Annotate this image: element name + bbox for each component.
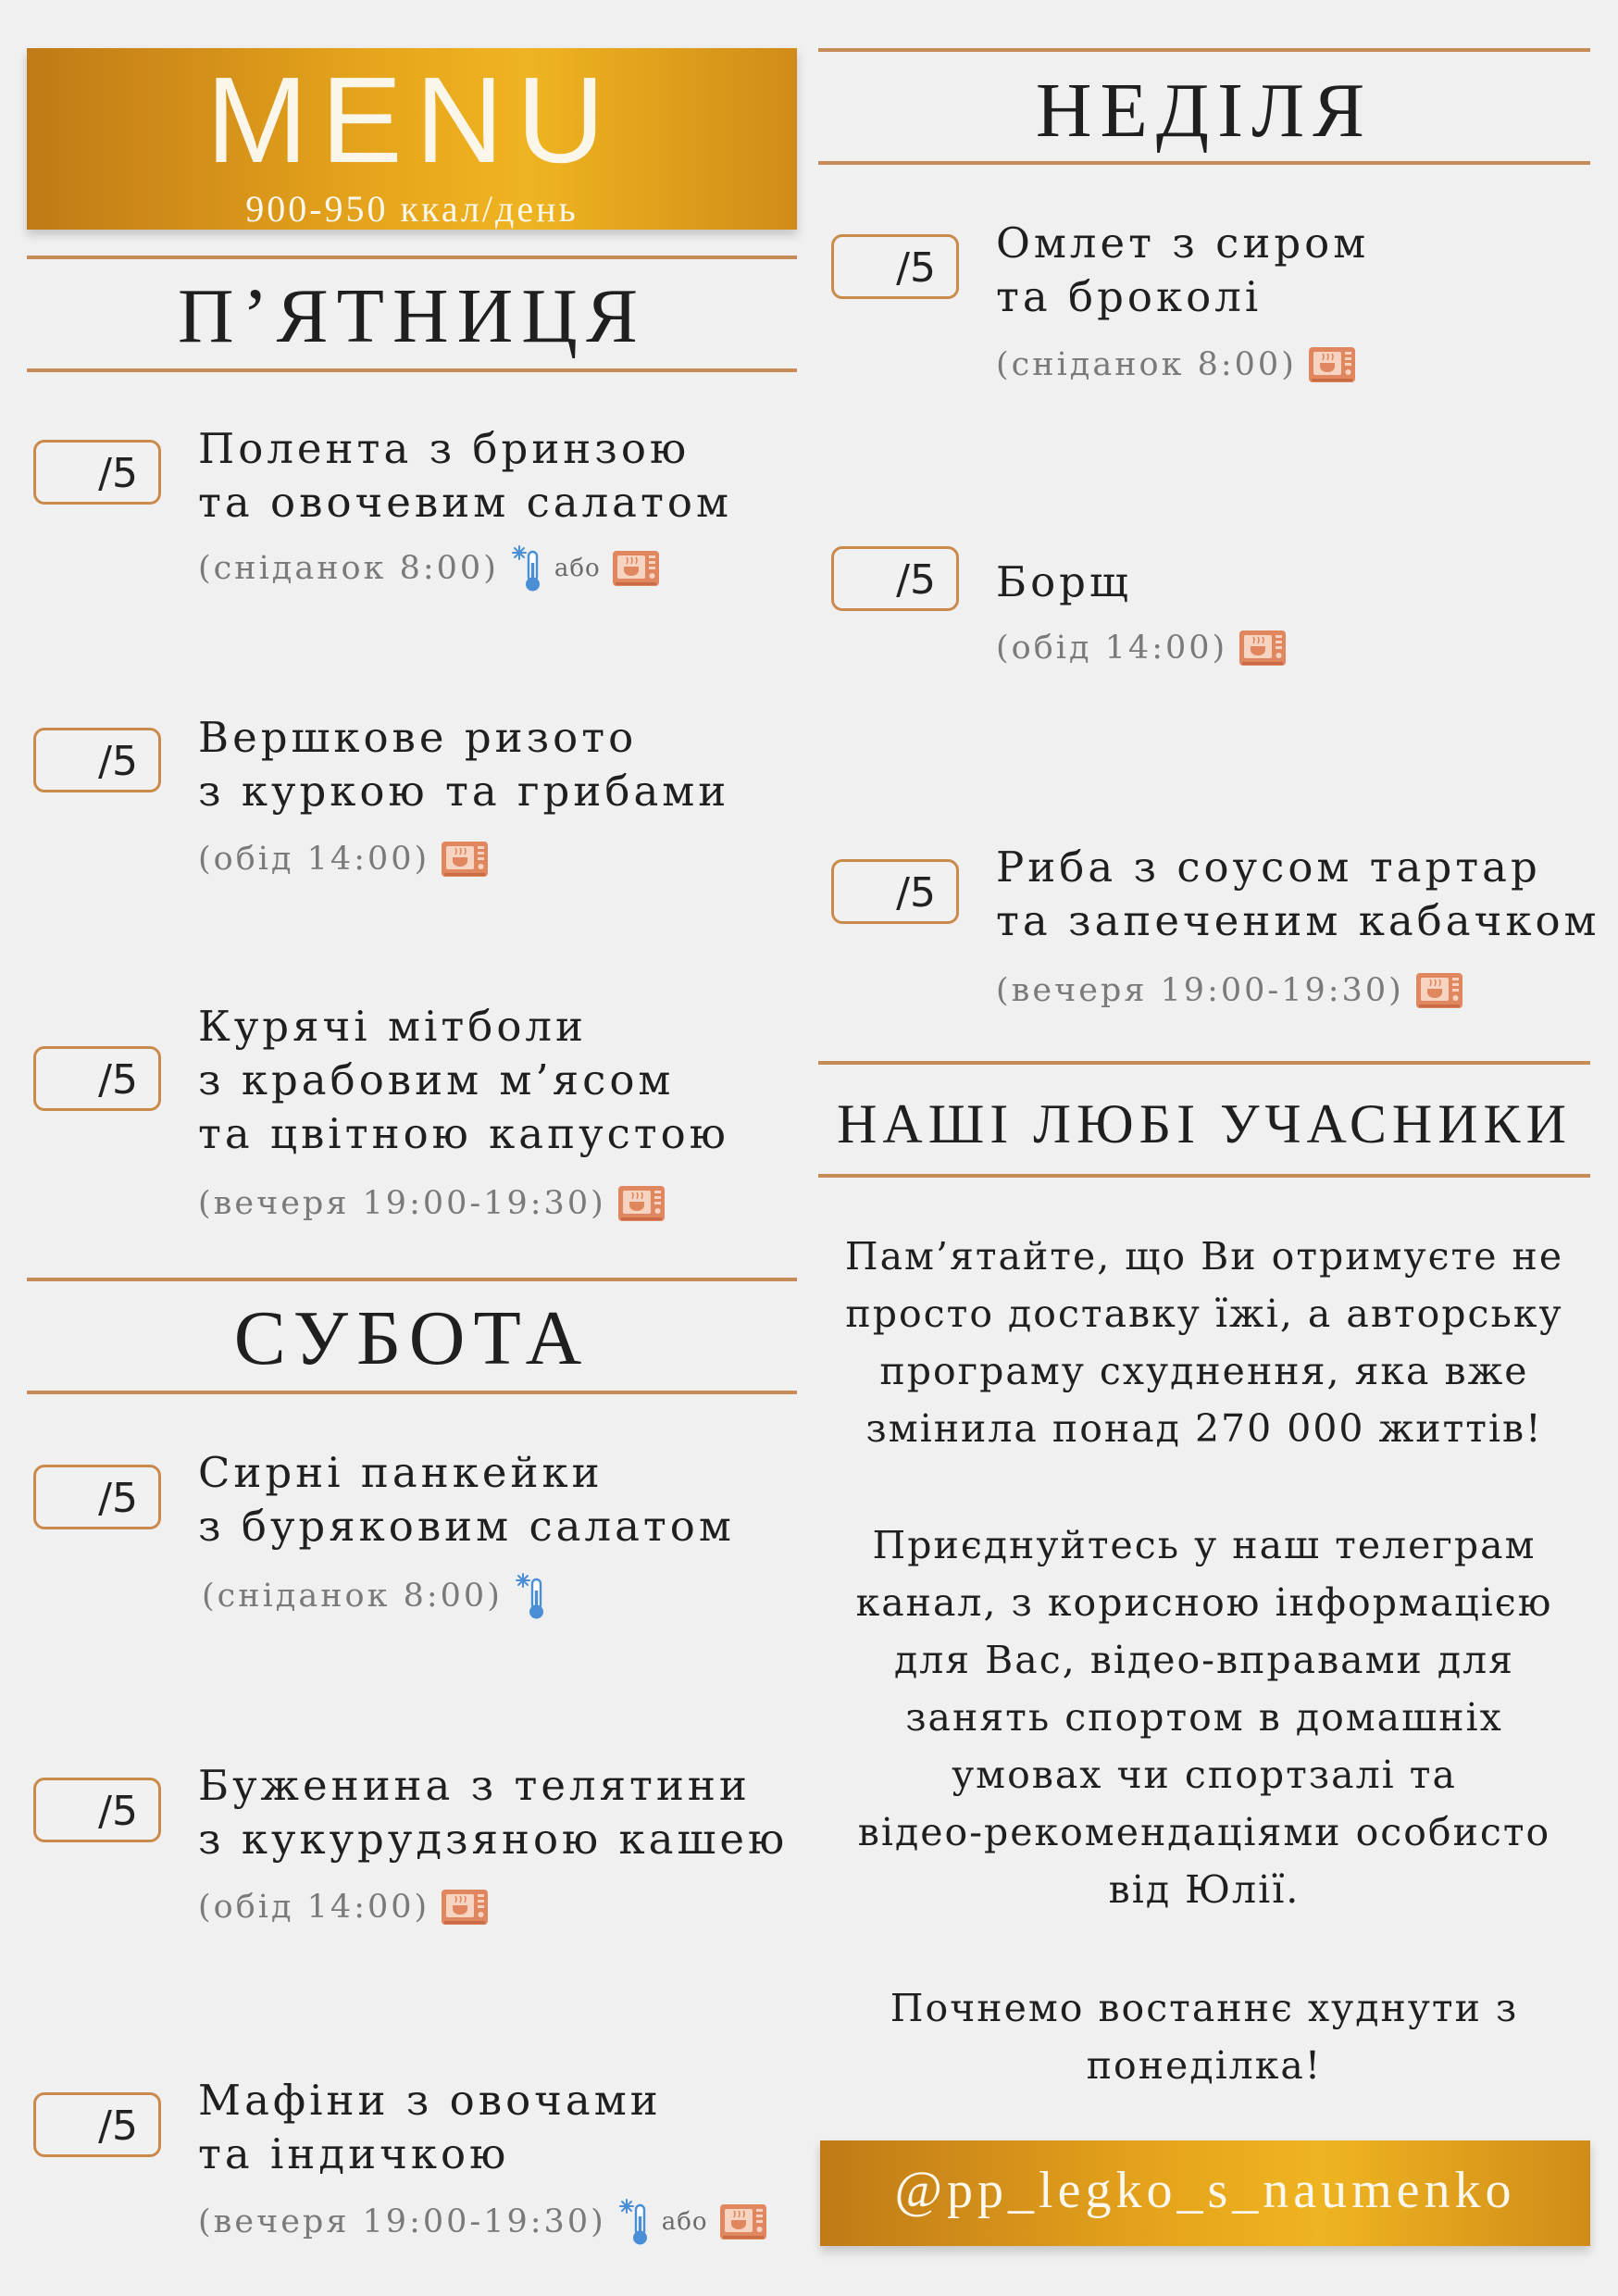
info-paragraph-1 — [818, 1228, 1590, 1457]
microwave-icon — [441, 841, 489, 878]
telegram-handle-banner[interactable] — [820, 2140, 1590, 2246]
dish-item — [198, 1759, 788, 1866]
dish-item — [996, 841, 1600, 948]
info-line: понеділка! — [1086, 2043, 1323, 2088]
rating-box[interactable] — [831, 859, 959, 924]
rating-label: /5 — [896, 869, 936, 917]
dish-name: Мафіни з овочами — [198, 2076, 662, 2125]
dish-item — [198, 2074, 662, 2181]
day-title-friday: П’ЯТНИЦЯ — [178, 273, 646, 359]
dish-name: та запеченим кабачком — [996, 896, 1600, 945]
dish-name: Омлет з сиром — [996, 218, 1370, 268]
divider — [818, 1174, 1590, 1178]
meal-time-label: (обід 14:00) — [198, 1889, 430, 1926]
info-line: Приєднуйтесь у наш телеграм — [872, 1523, 1537, 1567]
dish-name: та броколі — [996, 272, 1263, 321]
rating-label: /5 — [896, 244, 936, 292]
dish-name: з буряковим салатом — [198, 1502, 735, 1551]
telegram-handle[interactable]: @pp_legko_s_naumenko — [894, 2162, 1516, 2219]
microwave-icon — [1308, 346, 1356, 383]
microwave-icon — [617, 1185, 666, 1222]
dish-name: Борщ — [996, 557, 1132, 606]
rating-box[interactable] — [33, 728, 161, 792]
cold-icon — [510, 544, 543, 593]
dish-item — [996, 217, 1369, 324]
meal-time-label: (обід 14:00) — [996, 630, 1228, 667]
or-label: або — [661, 2208, 708, 2236]
info-line: канал, з корисною інформацією — [855, 1580, 1553, 1625]
dish-name: Сирні панкейки — [198, 1448, 604, 1497]
info-line: просто доставку їжі, а авторську — [845, 1292, 1563, 1336]
dish-name: з кукурудзяною кашею — [198, 1815, 789, 1864]
dish-name: та овочевим салатом — [198, 478, 732, 527]
microwave-icon — [1238, 630, 1287, 667]
info-line: умовах чи спортзалі та — [952, 1753, 1457, 1797]
meal-time — [198, 1185, 666, 1222]
meal-time-label: (обід 14:00) — [198, 841, 430, 878]
dish-name: Риба з соусом тартар — [996, 842, 1541, 892]
rating-label: /5 — [98, 2103, 138, 2150]
dish-item — [996, 555, 1132, 609]
menu-banner — [27, 48, 797, 230]
rating-box[interactable] — [33, 2092, 161, 2157]
meal-time — [198, 2198, 767, 2246]
dish-item — [198, 1000, 729, 1161]
meal-time-label: (вечеря 19:00-19:30) — [198, 1185, 606, 1222]
info-line: занять спортом в домашніх — [905, 1695, 1503, 1740]
rating-box[interactable] — [33, 440, 161, 505]
meal-time — [198, 1889, 489, 1926]
info-line: змінила понад 270 000 життів! — [865, 1406, 1543, 1451]
day-title-saturday: СУБОТА — [233, 1295, 591, 1381]
info-line: Пам’ятайте, що Ви отримуєте не — [844, 1234, 1564, 1279]
dish-item — [198, 422, 732, 530]
microwave-icon — [719, 2203, 767, 2240]
info-line: програму схуднення, яка вже — [879, 1349, 1529, 1393]
rating-label: /5 — [98, 450, 138, 497]
or-label: або — [554, 555, 601, 582]
meal-time — [202, 1572, 547, 1620]
rating-label: /5 — [98, 738, 138, 785]
day-title-sunday: НЕДІЛЯ — [1035, 68, 1374, 154]
divider — [27, 1391, 797, 1394]
microwave-icon — [441, 1889, 489, 1926]
dish-name: Вершкове ризото — [198, 713, 638, 762]
divider — [27, 1278, 797, 1281]
divider — [818, 161, 1590, 165]
dish-name: Полента з бринзою — [198, 424, 691, 473]
rating-label: /5 — [896, 556, 936, 604]
meal-time — [198, 544, 660, 593]
divider — [818, 1061, 1590, 1065]
microwave-icon — [612, 550, 660, 587]
info-line: від Юлії. — [1108, 1867, 1301, 1912]
participants-title: НАШІ ЛЮБІ УЧАСНИКИ — [837, 1093, 1572, 1154]
meal-time — [996, 346, 1356, 383]
calorie-subtitle: 900-950 ккал/день — [245, 188, 579, 230]
divider — [818, 48, 1590, 52]
meal-time — [996, 630, 1287, 667]
cold-icon — [514, 1572, 547, 1620]
meal-time-label: (сніданок 8:00) — [198, 550, 499, 587]
rating-box[interactable] — [831, 546, 959, 611]
rating-label: /5 — [98, 1475, 138, 1522]
menu-title: MENU — [205, 52, 618, 188]
meal-time-label: (вечеря 19:00-19:30) — [996, 972, 1404, 1009]
dish-item — [198, 1446, 735, 1554]
rating-box[interactable] — [33, 1465, 161, 1529]
rating-box[interactable] — [33, 1778, 161, 1842]
dish-name: Курячі мітболи — [198, 1002, 587, 1051]
cold-icon — [617, 2198, 651, 2246]
rating-label: /5 — [98, 1056, 138, 1104]
info-line: для Вас, відео-вправами для — [893, 1638, 1515, 1682]
dish-name: з крабовим м’ясом — [198, 1055, 675, 1104]
info-line: Почнемо востаннє худнути з — [890, 1986, 1519, 2030]
dish-name: та індичкою — [198, 2129, 510, 2178]
divider — [27, 256, 797, 259]
dish-name: Буженина з телятини — [198, 1761, 751, 1810]
divider — [27, 368, 797, 372]
dish-name: та цвітною капустою — [198, 1109, 729, 1158]
meal-time-label: (сніданок 8:00) — [996, 346, 1297, 383]
dish-name: з куркою та грибами — [198, 767, 730, 816]
rating-box[interactable] — [33, 1046, 161, 1111]
microwave-icon — [1415, 972, 1463, 1009]
meal-time-label: (сніданок 8:00) — [202, 1578, 503, 1615]
info-paragraph-3 — [818, 1979, 1590, 2094]
meal-time-label: (вечеря 19:00-19:30) — [198, 2203, 606, 2240]
info-line: відео-рекомендаціями особисто — [857, 1810, 1551, 1854]
meal-time — [198, 841, 489, 878]
info-paragraph-2 — [818, 1516, 1590, 1918]
dish-item — [198, 711, 729, 818]
rating-label: /5 — [98, 1788, 138, 1835]
meal-time — [996, 972, 1463, 1009]
rating-box[interactable] — [831, 234, 959, 299]
